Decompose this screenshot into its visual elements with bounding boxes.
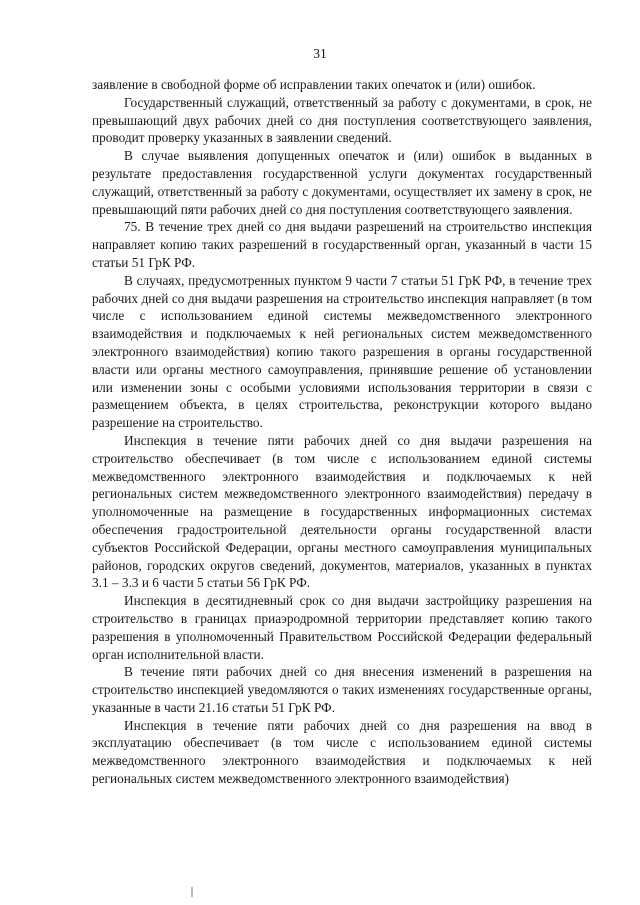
paragraph-item-75: 75. В течение трех дней со дня выдачи разрешений на строительство инспекция направляет копию таких разрешений в государственный орган, указанный в части 15 статьи 51 ГрК РФ.: [92, 219, 592, 270]
scan-artifact: [191, 887, 193, 897]
paragraph: Инспекция в десятидневный срок со дня выдачи застройщику разрешения на строительство в границах приаэродромной территории представляет копию такого разрешения в уполномоченный Правительством Российской Федерации федеральный орган исполнительной власти.: [92, 593, 592, 662]
paragraph: В случае выявления допущенных опечаток и (или) ошибок в выданных в результате предоставления государственной услуги документах государственный служащий, ответственный за работу с документами, осуществляет их замену в срок, не превышающий пяти рабочих дней со дня поступления соответствующего заявления.: [92, 148, 592, 217]
paragraph: Государственный служащий, ответственный за работу с документами, в срок, не превышающий двух рабочих дней со дня поступления соответствующего заявления, проводит проверку указанных в заявлении сведений.: [92, 94, 592, 146]
paragraph: В случаях, предусмотренных пунктом 9 части 7 статьи 51 ГрК РФ, в течение трех рабочих дней со дня выдачи разрешения на строительство инспекция направляет (в том числе с использованием единой системы межведомственного электронного взаимодействия и подключаемых к ней региональных систем межведомственного электронного взаимодействия) копию такого разрешения в органы государственной власти или органы местного самоуправления, принявшие решение об установлении или изменении зоны с особыми условиями использования территории в связи с размещением объекта, в целях строительства, реконструкции которого выдано разрешение на строительство.: [92, 272, 592, 431]
paragraph: В течение пяти рабочих дней со дня внесения изменений в разрешения на строительство инспекцией уведомляются о таких изменениях государственные органы, указанные в части 21.16 статьи 51 ГрК РФ.: [92, 664, 592, 715]
page-number: 31: [313, 46, 327, 61]
paragraph: Инспекция в течение пяти рабочих дней со дня выдачи разрешения на строительство обеспечивает (в том числе с использованием единой системы межведомственного электронного взаимодействия и подключаемых к ней региональных систем межведомственного электронного взаимодействия) передачу в уполномоченные на размещение в государственных информационных системах обеспечения градостроительной деятельности органы государственной власти субъектов Российской Федерации, органы местного самоуправления муниципальных районов, городских округов сведений, документов, материалов, указанных в пунктах 3.1 – 3.3 и 6 части 5 статьи 56 ГрК РФ.: [92, 432, 592, 591]
document-body: [92, 76, 592, 788]
paragraph-continuation: заявление в свободной форме об исправлении таких опечаток и (или) ошибок.: [92, 77, 536, 92]
paragraph: Инспекция в течение пяти рабочих дней со дня разрешения на ввод в эксплуатацию обеспечивает (в том числе с использованием единой системы межведомственного электронного взаимодействия и подключаемых к ней региональных систем межведомственного электронного взаимодействия): [92, 717, 592, 787]
